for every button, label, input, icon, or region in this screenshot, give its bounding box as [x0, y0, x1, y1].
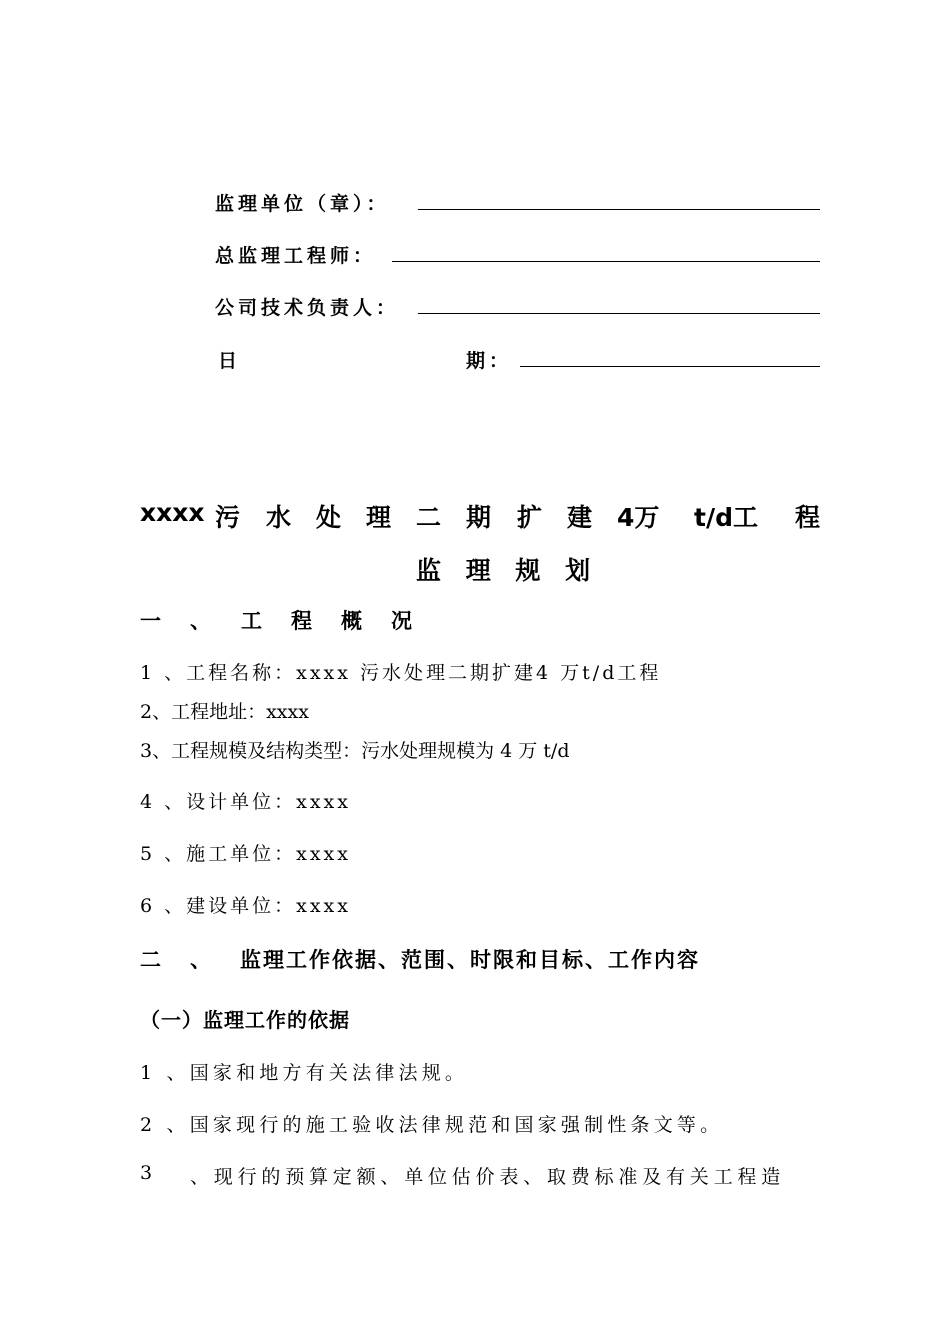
- title-part: 处: [316, 503, 342, 532]
- basis-item-3-text: 、现行的预算定额、单位估价表、取费标准及有关工程造: [190, 1166, 786, 1188]
- project-address-item: 2、工程地址：xxxx: [140, 701, 309, 723]
- design-unit-item: 4 、设计单位：xxxx: [140, 791, 351, 813]
- chief-engineer-label: 总监理工程师：: [215, 245, 377, 267]
- section1-heading-part: 、: [190, 609, 211, 633]
- tech-director-line: [418, 313, 820, 314]
- project-name-item: 1 、工程名称：xxxx 污水处理二期扩建4 万t/d工程: [140, 662, 662, 684]
- section2-heading-text: 监理工作依据、范围、时限和目标、工作内容: [240, 948, 700, 972]
- title-part: 二: [416, 503, 442, 532]
- supervision-unit-line: [418, 209, 820, 210]
- basis-item-3-num: 3: [140, 1162, 153, 1184]
- subsection-basis-heading: （一）监理工作的依据: [140, 1008, 350, 1032]
- section1-heading-part: 程: [291, 609, 312, 633]
- tech-director-label: 公司技术负责人：: [215, 297, 400, 319]
- section2-heading-sep: 、: [190, 948, 211, 972]
- section1-heading-part: 概: [341, 609, 362, 633]
- supervision-unit-label: 监理单位（章）：: [215, 193, 390, 215]
- title-part: 污: [215, 503, 241, 532]
- section1-heading-part: 一: [140, 609, 161, 633]
- section2-heading-num: 二: [140, 948, 161, 972]
- date-line: [520, 366, 820, 367]
- basis-item-1: 1 、国家和地方有关法律法规。: [140, 1062, 469, 1084]
- date-label-right: 期：: [466, 350, 513, 372]
- title-part: 理: [366, 503, 392, 532]
- section1-heading-part: 工: [241, 609, 262, 633]
- project-scale-item: 3、工程规模及结构类型：污水处理规模为 4 万 t/d: [140, 740, 570, 762]
- construction-unit-item: 5 、施工单位：xxxx: [140, 843, 351, 865]
- title-part: 扩: [517, 503, 543, 532]
- document-subtitle: 监 理 规 划: [416, 556, 599, 585]
- date-label-left: 日: [218, 350, 242, 372]
- owner-unit-item: 6 、建设单位：xxxx: [140, 895, 351, 917]
- title-part: t/d工: [694, 503, 758, 532]
- title-part: 4万: [617, 503, 660, 532]
- title-part: 程: [795, 503, 821, 532]
- title-part: 建: [567, 503, 593, 532]
- title-part: 水: [266, 503, 292, 532]
- section1-heading-part: 况: [391, 609, 412, 633]
- chief-engineer-line: [392, 261, 820, 262]
- basis-item-2: 2 、国家现行的施工验收法律规范和国家强制性条文等。: [140, 1114, 724, 1136]
- title-part: xxxx: [140, 498, 205, 527]
- title-part: 期: [466, 503, 492, 532]
